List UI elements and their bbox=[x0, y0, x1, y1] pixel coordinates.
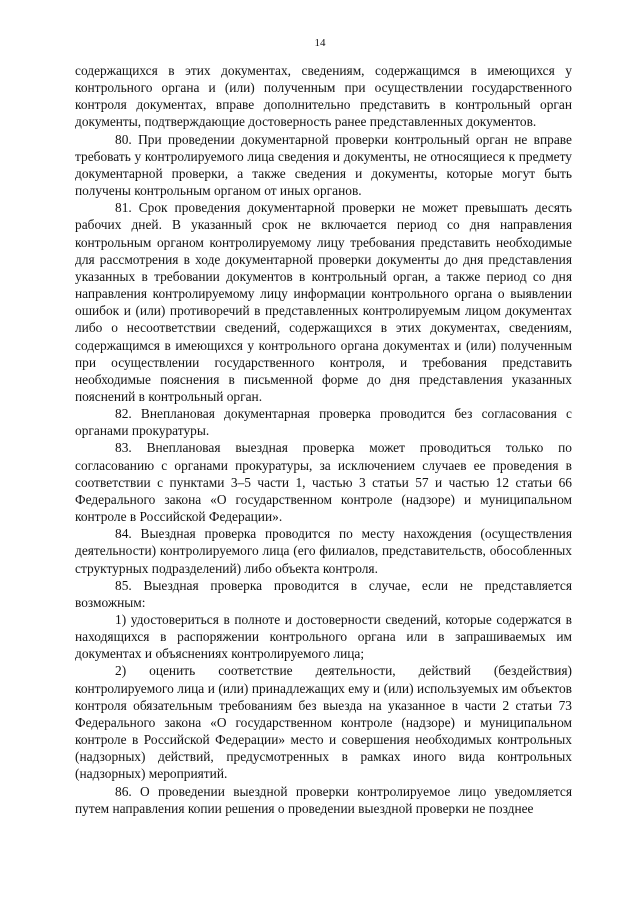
paragraph: 86. О проведении выездной проверки контролируемое лицо уведомляется путем направления копии решения о проведении выездной проверки не позднее bbox=[75, 783, 572, 816]
paragraph: 81. Срок проведения документарной проверки не может превышать десять рабочих дней. В указанный срок не включается период со дня направления контрольным органом контролируемому лицу требования представить необходимые для рассмотрения в ходе документарной проверки документы до дня представления указанных в требовании документов в контрольный орган, а также период со дня направления контролируемому лицу информации контрольного органа о выявлении ошибок и (или) противоречий в представленных контролируемым лицом документах либо о несоответствии сведений, содержащихся в этих документах, сведениям, содержащимся в имеющихся у контрольного органа документах и (или) полученным при осуществлении государственного контроля, и требования представить необходимые пояснения в письменной форме до дня представления указанных пояснений в контрольный орган. bbox=[75, 200, 572, 404]
paragraph: 83. Внеплановая выездная проверка может проводиться только по согласованию с органами прокуратуры, за исключением случаев ее проведения в соответствии с пунктами 3–5 части 1, частью 3 статьи 57 и частью 12 статьи 66 Федерального закона «О государственном контроле (надзоре) и муниципальном контроле в Российской Федерации». bbox=[75, 440, 572, 525]
paragraph: 80. При проведении документарной проверки контрольный орган не вправе требовать у контролируемого лица сведения и документы, не относящиеся к предмету документарной проверки, а также сведения и документы, которые могут быть получены контрольным органом от иных органов. bbox=[75, 131, 572, 199]
page-number: 14 bbox=[314, 37, 326, 49]
paragraph: 84. Выездная проверка проводится по месту нахождения (осуществления деятельности) контролируемого лица (его филиалов, представительств, обособленных структурных подразделений) либо объекта контроля. bbox=[75, 526, 572, 576]
paragraph: 85. Выездная проверка проводится в случае, если не представляется возможным: bbox=[75, 577, 572, 610]
paragraph: 82. Внеплановая документарная проверка проводится без согласования с органами прокуратуры. bbox=[75, 406, 572, 439]
document-body bbox=[75, 62, 572, 817]
paragraph: 2) оценить соответствие деятельности, действий (бездействия) контролируемого лица и (или) принадлежащих ему и (или) используемых им объектов контроля обязательным требованиям без выезда на указанное в части 2 статьи 73 Федерального закона «О государственном контроле (надзоре) и муниципальном контроле в Российской Федерации» место и совершения необходимых контрольных (надзорных) действий, предусмотренных в рамках иного вида контрольных (надзорных) мероприятий. bbox=[75, 663, 572, 782]
paragraph: 1) удостовериться в полноте и достоверности сведений, которые содержатся в находящихся в распоряжении контрольного органа или в запрашиваемых им документах и объяснениях контролируемого лица; bbox=[75, 612, 572, 662]
paragraph: содержащихся в этих документах, сведениям, содержащимся в имеющихся у контрольного органа и (или) полученным при осуществлении государственного контроля документах, вправе дополнительно представить в контрольный орган документы, подтверждающие достоверность ранее представленных документов. bbox=[75, 63, 572, 130]
